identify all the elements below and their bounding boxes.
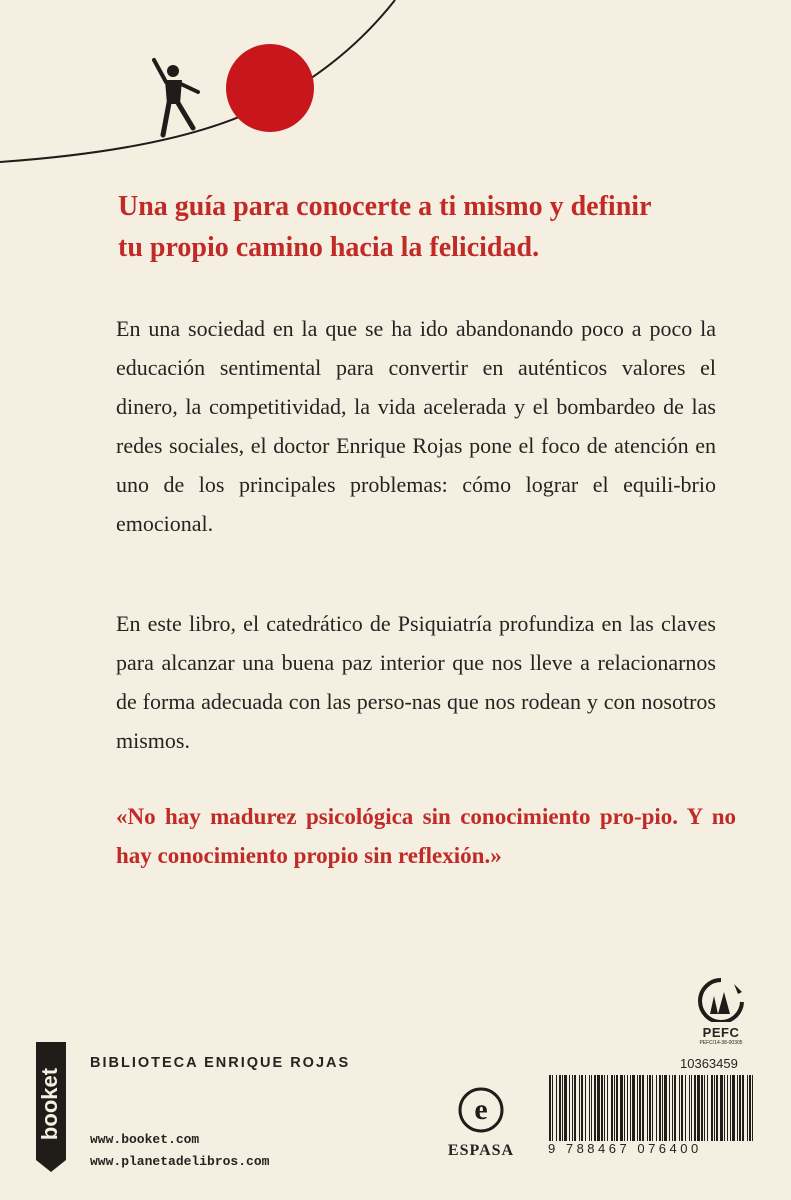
pefc-code: PEFC/14-38-00305 bbox=[699, 1040, 743, 1046]
svg-text:e: e bbox=[474, 1093, 488, 1126]
svg-text:booket: booket bbox=[36, 1067, 62, 1141]
headline-line-1: Una guía para conocerte a ti mismo y definir bbox=[118, 191, 652, 222]
booket-logo bbox=[34, 1042, 68, 1172]
series-title: BIBLIOTECA ENRIQUE ROJAS bbox=[90, 1055, 351, 1071]
tightrope-walker-figure bbox=[154, 60, 198, 135]
pefc-tree-icon bbox=[696, 978, 746, 1022]
tightrope-illustration bbox=[0, 0, 791, 180]
isbn-barcode bbox=[545, 1075, 757, 1145]
author-quote: «No hay madurez psicológica sin conocimiento pro-pio. Y no hay conocimiento propio sin reflexión.» bbox=[116, 804, 736, 868]
booket-url: www.booket.com bbox=[90, 1132, 200, 1147]
planetadelibros-url: www.planetadelibros.com bbox=[90, 1154, 270, 1169]
headline-line-2: tu propio camino hacia la felicidad. bbox=[118, 232, 540, 263]
description-paragraph-2: En este libro, el catedrático de Psiquiatría profundiza en las claves para alcanzar una buena paz interior que nos lleve a relacionarnos de forma adecuada con las perso-nas que nos rodean y con nosotros mismos. bbox=[116, 611, 716, 753]
pefc-certification bbox=[692, 978, 750, 1046]
pefc-label: PEFC bbox=[702, 1025, 740, 1040]
red-sun bbox=[226, 44, 314, 132]
espasa-mark-icon bbox=[456, 1085, 506, 1135]
headline bbox=[118, 186, 738, 268]
item-code: 10363459 bbox=[680, 1056, 738, 1071]
espasa-logo bbox=[441, 1085, 521, 1160]
description-paragraph-1: En una sociedad en la que se ha ido abandonando poco a poco la educación sentimental para convertir en auténticos valores el dinero, la competitividad, la vida acelerada y el bombardeo de las redes sociales, el doctor Enrique Rojas pone el foco de atención en uno de los principales problemas: cómo lograr el equili-brio emocional. bbox=[116, 316, 716, 536]
isbn-number: 9 788467 076400 bbox=[548, 1141, 758, 1156]
tightrope-line bbox=[0, 0, 395, 162]
espasa-label: ESPASA bbox=[447, 1142, 515, 1159]
